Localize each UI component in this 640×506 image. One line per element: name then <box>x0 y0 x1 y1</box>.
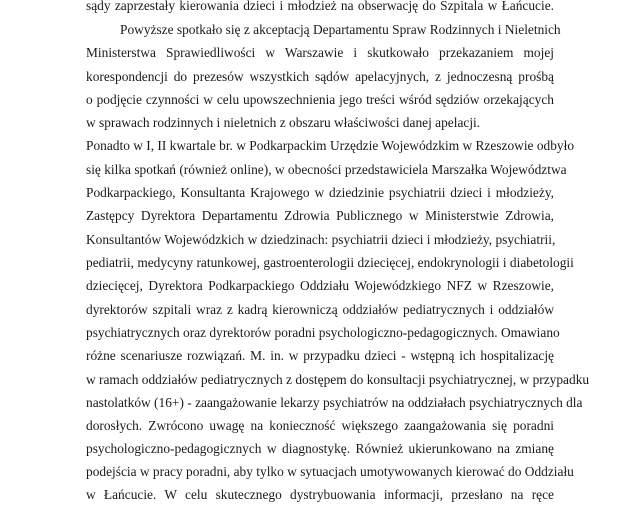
text-line: Zastępcy Dyrektora Departamentu Zdrowia Publicznego w Ministerstwie Zdrowia, <box>86 208 554 223</box>
text-line: Ministerstwa Sprawiedliwości w Warszawie i skutkowało przekazaniem mojej <box>86 45 554 60</box>
text-line: nastolatków (16+) - zaangażowanie lekarzy psychiatrów na oddziałach psychiatrycznych dla <box>86 395 583 410</box>
text-line: Podkarpackiego, Konsultanta Krajowego w dziedzinie psychiatrii dzieci i młodzieży, <box>86 185 554 200</box>
text-line: dziecięcej, Dyrektora Podkarpackiego Oddziału Wojewódzkiego NFZ w Rzeszowie, <box>86 278 554 293</box>
text-line: w ramach oddziałów pediatrycznych z dostępem do konsultacji psychiatrycznej, w przypadku <box>86 372 590 387</box>
text-line: dyrektorów szpitali wraz z kadrą kierowniczą oddziałów pediatrycznych i oddziałów <box>86 302 554 317</box>
text-line: podejścia w pracy poradni, aby tylko w sytuacjach umotywowanych kierować do Oddziału <box>86 464 574 479</box>
text-line: Powyższe spotkało się z akceptacją Departamentu Spraw Rodzinnych i Nieletnich <box>120 22 561 37</box>
text-line: Ponadto w I, II kwartale br. w Podkarpackim Urzędzie Wojewódzkim w Rzeszowie odbyło <box>86 138 575 153</box>
text-line: psychologiczno-pedagogicznych w diagnostykę. Również ukierunkowano na zmianę <box>86 441 554 456</box>
text-line: dorosłych. Zwrócono uwagę na konieczność większego zaangażowania się poradni <box>86 418 554 433</box>
text-line: różne scenariusze rozwiązań. M. in. w przypadku dzieci - wstępną ich hospitalizację <box>86 348 554 363</box>
text-line: sądy zaprzestały kierowania dzieci i młodzież na obserwację do Szpitala w Łańcucie. <box>86 0 554 13</box>
text-line: Konsultantów Wojewódzkich w dziedzinach: psychiatrii dzieci i młodzieży, psychiatrii, <box>86 232 556 247</box>
text-line: w sprawach rodzinnych i nieletnich z obszaru właściwości danej apelacji. <box>86 115 481 130</box>
text-line: psychiatrycznych oraz dyrektorów poradni psychologiczno-pedagogicznych. Omawiano <box>86 325 560 340</box>
text-line: się kilka spotkań (również online), w obecności przedstawiciela Marszałka Województwa <box>86 162 567 177</box>
text-line: pediatrii, medycyny ratunkowej, gastroenterologii dziecięcej, endokrynologii i diabetologii <box>86 255 574 270</box>
text-line: w Łańcucie. W celu skutecznego dystrybuowania informacji, przesłano na ręce <box>86 487 554 502</box>
text-line: o podjęcie czynności w celu upowszechnienia jego treści wśród sędziów orzekających <box>86 92 554 107</box>
text-line: korespondencji do prezesów wszystkich sądów apelacyjnych, z jednoczesną prośbą <box>86 69 554 84</box>
